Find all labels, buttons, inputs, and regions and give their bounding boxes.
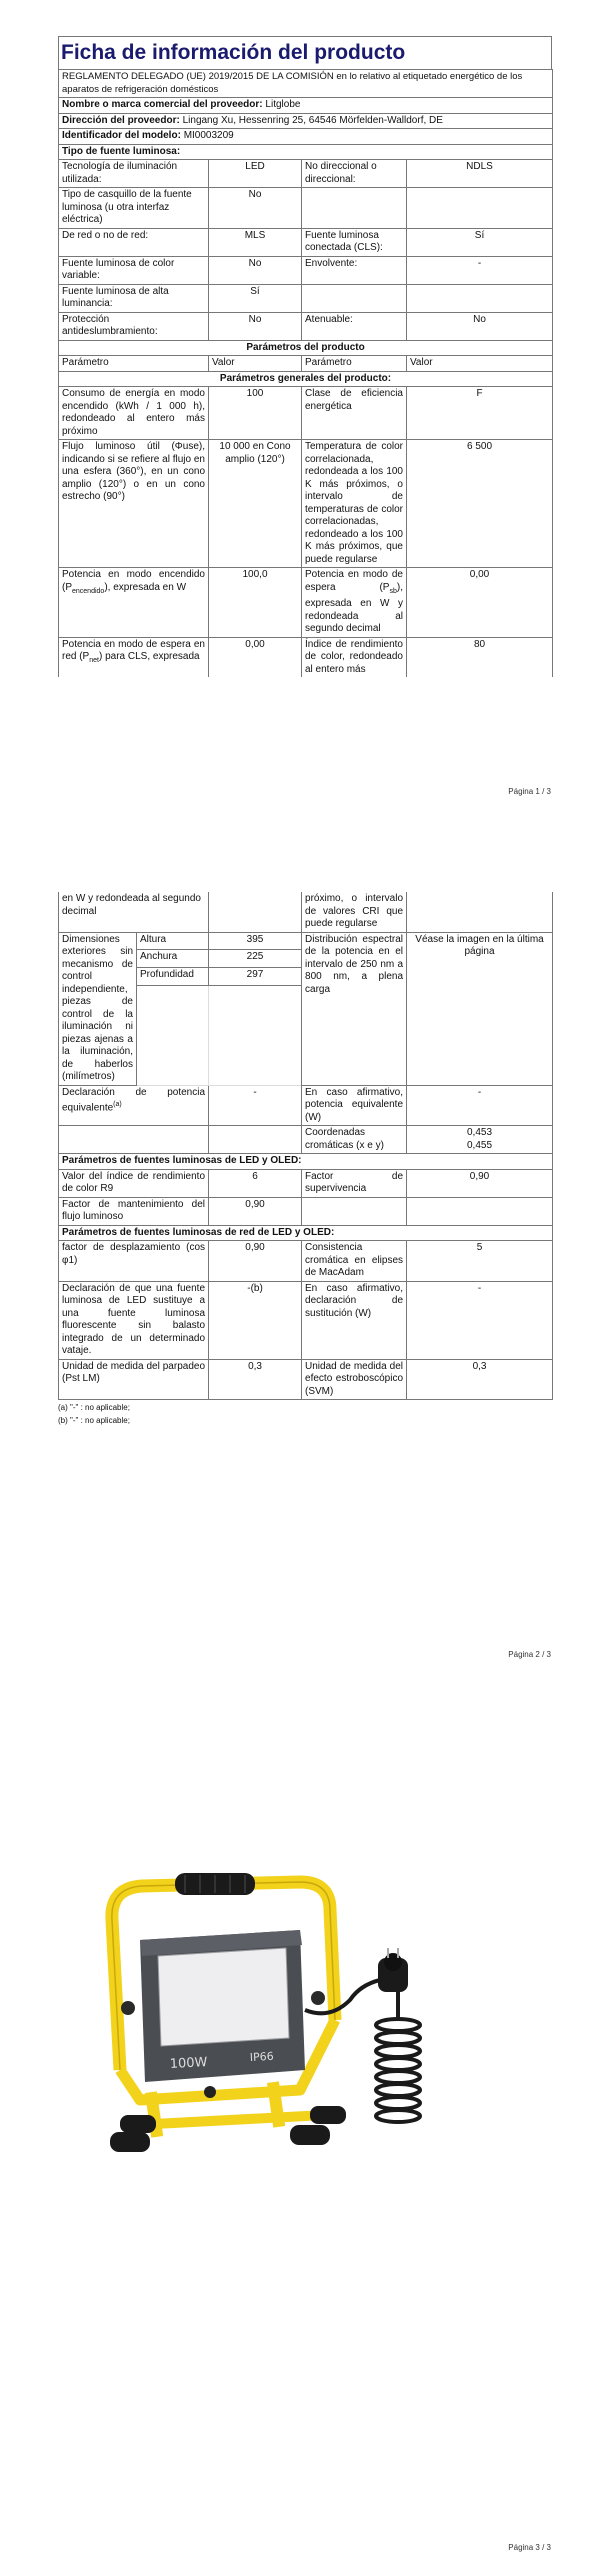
- tech-value: Sí: [209, 284, 302, 312]
- page-number: Página 1 / 3: [508, 787, 551, 796]
- param-label: Clase de eficiencia energética: [302, 387, 407, 440]
- dimension-value: 297: [209, 967, 302, 985]
- power-rating-label: 100W: [169, 2055, 208, 2072]
- page-1: [0, 0, 603, 830]
- param-label: Unidad de medida del parpadeo (Pst LM): [59, 1359, 209, 1400]
- tech-value: [407, 284, 553, 312]
- col-header: Parámetro: [59, 356, 209, 372]
- tech-value: LED: [209, 160, 302, 188]
- dimensions-label: Dimensiones exteriores sin mecanismo de control independiente, piezas de control de la iluminación ni piezas ajenas a la iluminación, de haberlos (milímetros): [59, 932, 137, 1085]
- spectral-value: Véase la imagen en la última página: [407, 932, 553, 1085]
- supplier-row: [59, 98, 553, 114]
- param-label: [302, 568, 407, 638]
- standby-label-post: ), expresada en W y redondeada al segundo decimal: [305, 581, 403, 634]
- param-value: 0,90: [209, 1197, 302, 1225]
- page-2: [0, 880, 603, 1670]
- param-value: 0,00: [407, 568, 553, 638]
- product-info-sheet: [58, 36, 552, 677]
- page-3: [0, 1710, 603, 2560]
- equivalent-power-label: En caso afirmativo, potencia equivalente (W): [302, 1085, 407, 1126]
- supplier-value: Litglobe: [265, 99, 301, 110]
- net-standby-label-post: ) para CLS, expresada: [98, 651, 200, 662]
- source-type-heading: Tipo de fuente luminosa:: [59, 144, 553, 160]
- tech-label: Fuente luminosa conectada (CLS):: [302, 228, 407, 256]
- equivalent-label: [59, 1085, 209, 1126]
- supplier-label: Nombre o marca comercial del proveedor:: [62, 99, 263, 110]
- pivot-knob: [121, 2001, 135, 2015]
- tech-value: No: [209, 312, 302, 340]
- page-title: Ficha de información del producto: [58, 36, 552, 69]
- param-label: En caso afirmativo, declaración de sustitución (W): [302, 1281, 407, 1359]
- tech-label: Tipo de casquillo de la fuente luminosa (u otra interfaz eléctrica): [59, 188, 209, 229]
- tech-value: NDLS: [407, 160, 553, 188]
- net-standby-label-pre: Potencia en modo de espera en red (P: [62, 638, 205, 662]
- spectral-label: Distribución espectral de la potencia en el intervalo de 250 nm a 800 nm, a plena carga: [302, 932, 407, 1085]
- param-value: 10 000 en Cono amplio (120°): [209, 440, 302, 568]
- foot-cap: [290, 2125, 330, 2145]
- mains-heading: Parámetros de fuentes luminosas de red de LED y OLED:: [59, 1225, 553, 1241]
- tech-label: [302, 188, 407, 229]
- footnote: (a) "-" : no aplicable;: [58, 1403, 130, 1412]
- foot-cap: [110, 2132, 150, 2152]
- floodlight-housing: [121, 1930, 325, 2082]
- chroma-label: Coordenadas cromáticas (x e y): [302, 1126, 407, 1154]
- tech-label: [302, 284, 407, 312]
- tech-label: Atenuable:: [302, 312, 407, 340]
- param-label: Factor de supervivencia: [302, 1169, 407, 1197]
- dimension-value: 395: [209, 932, 302, 950]
- page-number: Página 3 / 3: [508, 2543, 551, 2552]
- param-label: Flujo luminoso útil (Φuse), indicando si se refiere al flujo en una esfera (360°), en un cono amplio (120°) o en un cono estrecho (90°): [59, 440, 209, 568]
- regulation-text: REGLAMENTO DELEGADO (UE) 2019/2015 DE LA COMISIÓN en lo relativo al etiquetado energético de los aparatos de refrigeración domésticos: [59, 70, 553, 98]
- param-value: 0,3: [407, 1359, 553, 1400]
- equivalent-label-text: Declaración de potencia equivalente: [62, 1086, 206, 1114]
- param-label: Valor del índice de rendimiento de color R9: [59, 1169, 209, 1197]
- model-row: [59, 129, 553, 145]
- model-label: Identificador del modelo:: [62, 130, 181, 141]
- param-label-continued: en W y redondeada al segundo decimal: [59, 892, 209, 932]
- tech-value: No: [209, 256, 302, 284]
- tech-label: De red o no de red:: [59, 228, 209, 256]
- product-info-sheet-continued: [58, 892, 552, 1426]
- dimension-name: Altura: [137, 932, 209, 950]
- param-label: Unidad de medida del efecto estroboscópico (SVM): [302, 1359, 407, 1400]
- tech-value: [407, 188, 553, 229]
- param-label: Factor de mantenimiento del flujo luminoso: [59, 1197, 209, 1225]
- param-value: 100,0: [209, 568, 302, 638]
- tech-label: Fuente luminosa de alta luminancia:: [59, 284, 209, 312]
- power-on-label-post: ), expresada en W: [104, 581, 187, 593]
- param-label: Índice de rendimiento de color, redondeado al entero más: [302, 637, 407, 677]
- net-standby-label-sub: net: [89, 657, 99, 664]
- standby-label-pre: Potencia en modo de espera (P: [305, 569, 403, 593]
- ip-rating-label: IP66: [249, 2049, 274, 2064]
- param-value: 0,90: [209, 1241, 302, 1282]
- param-value: F: [407, 387, 553, 440]
- param-label: Temperatura de color correlacionada, redondeada a los 100 K más próximos, o intervalo de temperaturas de color correlacionadas, redondeado a los 100 K más próximos, que puede regularse: [302, 440, 407, 568]
- param-label: factor de desplazamiento (cos φ1): [59, 1241, 209, 1282]
- tech-value: No: [407, 312, 553, 340]
- pivot-knob: [311, 1991, 325, 2005]
- params-heading: Parámetros del producto: [59, 340, 553, 356]
- address-row: [59, 113, 553, 129]
- chroma-x: 0,453: [467, 1127, 493, 1138]
- tech-label: Envolvente:: [302, 256, 407, 284]
- tech-label: No direccional o direccional:: [302, 160, 407, 188]
- led-panel: [158, 1948, 289, 2046]
- tech-value: -: [407, 256, 553, 284]
- param-label: Consumo de energía en modo encendido (kWh / 1 000 h), redondeado al entero más próximo: [59, 387, 209, 440]
- info-table-continued: [58, 892, 553, 1400]
- param-label: Declaración de que una fuente luminosa de LED sustituye a una fuente luminosa fluorescente sin balasto integrado de un determinado vataje.: [59, 1281, 209, 1359]
- tech-value: MLS: [209, 228, 302, 256]
- led-heading: Parámetros de fuentes luminosas de LED y OLED:: [59, 1154, 553, 1170]
- chroma-y: 0,455: [467, 1139, 493, 1151]
- model-value: MI0003209: [183, 130, 234, 141]
- footnote-ref: (a): [113, 1101, 122, 1108]
- foot-cap: [120, 2115, 156, 2133]
- tech-value: Sí: [407, 228, 553, 256]
- param-label: [59, 637, 209, 677]
- product-image: [0, 1770, 603, 2170]
- param-value: 6: [209, 1169, 302, 1197]
- col-header: Valor: [209, 356, 302, 372]
- param-value: 80: [407, 637, 553, 677]
- equivalent-value: -: [209, 1085, 302, 1126]
- param-label-continued: próximo, o intervalo de valores CRI que puede regularse: [302, 892, 407, 932]
- dimension-name: Anchura: [137, 950, 209, 968]
- param-label: [59, 568, 209, 638]
- tech-value: No: [209, 188, 302, 229]
- dimension-name: Profundidad: [137, 967, 209, 985]
- info-table: [58, 69, 553, 677]
- param-value: 0,90: [407, 1169, 553, 1197]
- general-heading: Parámetros generales del producto:: [59, 371, 553, 387]
- tech-label: Tecnología de iluminación utilizada:: [59, 160, 209, 188]
- col-header: Valor: [407, 356, 553, 372]
- param-value: -: [407, 1281, 553, 1359]
- address-value: Lingang Xu, Hessenring 25, 64546 Mörfelden-Walldorf, DE: [182, 114, 443, 126]
- footnote: (b) "-" : no aplicable;: [58, 1416, 130, 1425]
- param-label: Consistencia cromática en elipses de MacAdam: [302, 1241, 407, 1282]
- foot-cap: [310, 2106, 346, 2124]
- power-on-label-pre: Potencia en modo encendido (P: [62, 569, 205, 593]
- param-value: 6 500: [407, 440, 553, 568]
- address-label: Dirección del proveedor:: [62, 114, 180, 126]
- page-number: Página 2 / 3: [508, 1650, 551, 1659]
- dimension-value: 225: [209, 950, 302, 968]
- param-value: -(b): [209, 1281, 302, 1359]
- param-value: 5: [407, 1241, 553, 1282]
- power-on-label-sub: encendido: [72, 587, 105, 595]
- equivalent-power-value: -: [407, 1085, 553, 1126]
- tech-label: Fuente luminosa de color variable:: [59, 256, 209, 284]
- chroma-values: [407, 1126, 553, 1154]
- param-value: 0,00: [209, 637, 302, 677]
- tech-label: Protección antideslumbramiento:: [59, 312, 209, 340]
- col-header: Parámetro: [302, 356, 407, 372]
- param-value: 100: [209, 387, 302, 440]
- standby-label-sub: sb: [389, 587, 397, 595]
- param-value: 0,3: [209, 1359, 302, 1400]
